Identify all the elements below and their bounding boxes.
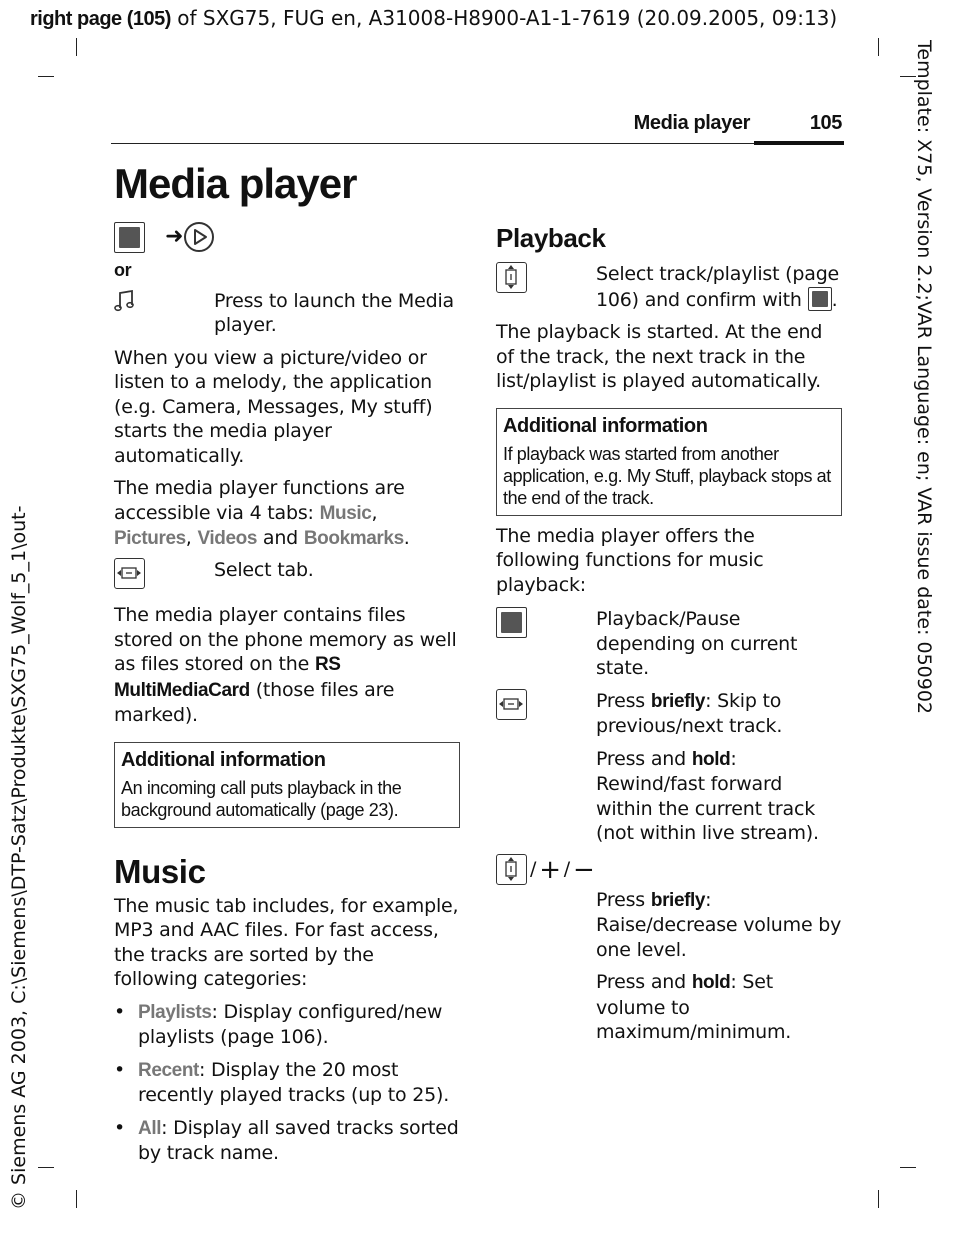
skip-row (496, 689, 842, 846)
briefly-word: briefly (650, 690, 706, 712)
and-text: and (257, 527, 304, 549)
tabs-paragraph (114, 476, 460, 552)
skip-desc: : Skip to previous/next track. (596, 689, 783, 737)
crop-mark (76, 38, 77, 56)
select-track-text: Select track/playlist (page 106) and confirm with (596, 263, 840, 311)
list-item: • All: Display all saved tracks sorted by track name. (114, 1116, 459, 1164)
recent-desc: : Display the 20 most recently played tracks (up to 25). (138, 1058, 450, 1106)
period: . (831, 288, 838, 311)
music-paragraph: The music tab includes, for example, MP3 and AAC files. For fast access, the tracks are sorted by the following categories: (114, 894, 459, 990)
left-right-key-icon (114, 558, 145, 589)
press-and-word: Press and (596, 971, 692, 993)
info-box-body: An incoming call puts playback in the background automatically (page 23). (121, 777, 402, 820)
select-track-row (496, 262, 842, 312)
header-rule (111, 143, 844, 144)
storage-paragraph (114, 603, 460, 728)
running-header (111, 108, 844, 146)
rs-card-label: RS MultiMediaCard (114, 654, 341, 701)
tab-bookmarks-label: Bookmarks (303, 528, 404, 549)
comma: , (185, 527, 192, 549)
play-pause-text: Playback/Pause depending on current state. (596, 608, 798, 679)
tab-videos-label: Videos (197, 528, 258, 549)
list-item: • Recent: Display the 20 most recently played tracks (up to 25). (114, 1058, 450, 1106)
music-heading: Music (114, 852, 206, 890)
up-down-key-icon (496, 854, 527, 885)
menu-path (114, 220, 460, 254)
or-label: or (114, 260, 132, 280)
print-header-page: right page (105) (30, 8, 171, 30)
all-desc: : Display all saved tracks sorted by track name. (138, 1116, 459, 1164)
header-thick-rule (754, 141, 844, 145)
intro-paragraph: When you view a picture/video or listen to a melody, the application (e.g. Camera, Messages, My stuff) starts the media player automatically. (114, 346, 433, 467)
hold-word: hold (691, 748, 731, 770)
minus-key-icon: − (573, 854, 595, 885)
storage-text-end: (those files are marked). (114, 678, 395, 726)
select-tab-text: Select tab. (214, 558, 314, 581)
slash: / (530, 858, 537, 881)
crop-mark (38, 76, 54, 77)
press-word: Press (596, 888, 651, 911)
playback-heading: Playback (496, 223, 606, 253)
rewind-desc: : Rewind/fast forward within the current track (not within live stream). (596, 747, 819, 844)
info-box-title: Additional information (503, 414, 708, 437)
hold-word: hold (691, 972, 731, 993)
copyright-path: © Siemens AG 2003, C:\Siemens\DTP-Satz\Produkte\SXG75_Wolf_5_1\out- (8, 505, 30, 1210)
list-item: • Playlists: Display configured/new playlists (page 106). (114, 1000, 443, 1048)
slash: / (563, 858, 570, 881)
playlists-term: Playlists (138, 1001, 212, 1023)
template-info: Template: X75, Version 2.2;VAR Language: en; VAR issue date: 050902 (913, 40, 935, 715)
tab-music-label: Music (319, 502, 372, 524)
info-box-incoming-call (114, 742, 460, 828)
rewind-text (596, 747, 842, 846)
running-header-section: Media player (633, 112, 750, 134)
crop-mark (900, 1167, 916, 1168)
briefly-word: briefly (650, 889, 706, 911)
category-list (114, 1000, 460, 1166)
menu-key-icon (114, 222, 145, 253)
left-column (114, 220, 460, 1166)
page-number: 105 (809, 112, 842, 134)
tabs-intro: The media player functions are accessible via 4 tabs: (114, 477, 405, 524)
info-box-body: If playback was started from another application, e.g. My Stuff, playback stops at the end of the track. (503, 443, 831, 508)
volume-text (596, 888, 842, 963)
play-circle-icon (183, 221, 215, 253)
crop-mark (878, 1190, 879, 1208)
all-term: All (138, 1117, 162, 1139)
playlists-desc: : Display configured/new playlists (page 106). (138, 1000, 443, 1048)
launch-row (114, 289, 460, 338)
print-header (30, 6, 837, 31)
comma: , (371, 501, 378, 524)
recent-term: Recent (138, 1059, 199, 1081)
center-key-icon (808, 287, 832, 311)
crop-mark (878, 38, 879, 56)
arrow-icon: ➜ (165, 223, 184, 249)
functions-paragraph: The media player offers the following functions for music playback: (496, 524, 764, 596)
center-key-icon (496, 607, 527, 638)
volume-keys (496, 854, 842, 886)
right-column (496, 222, 842, 1045)
print-header-info: of SXG75, FUG en, A31008-H8900-A1-1-7619 (20.09.2005, 09:13) (170, 6, 838, 30)
page-title: Media player (114, 160, 357, 207)
period: . (403, 527, 410, 549)
info-box-title: Additional information (121, 748, 326, 771)
crop-mark (38, 1167, 54, 1168)
play-pause-row (496, 607, 842, 681)
crop-mark (76, 1190, 77, 1208)
volume-desc: : Raise/decrease volume by one level. (596, 888, 842, 961)
press-and-word: Press and (596, 747, 692, 770)
left-right-key-icon (496, 689, 527, 720)
up-down-key-icon (496, 262, 527, 293)
launch-text: Press to launch the Media player. (214, 289, 454, 336)
storage-text: The media player contains files stored on the phone memory as well as files stored on the (114, 604, 457, 675)
tab-pictures-label: Pictures (114, 528, 186, 549)
music-note-icon (114, 289, 136, 313)
info-box-playback (496, 408, 842, 516)
press-word: Press (596, 689, 651, 712)
max-volume-desc: : Set volume to maximum/minimum. (596, 971, 792, 1043)
volume-row (496, 888, 842, 1045)
plus-key-icon: + (539, 854, 561, 885)
skip-text (596, 689, 842, 739)
select-tab-row (114, 558, 460, 596)
max-volume-text (596, 970, 842, 1045)
playback-paragraph: The playback is started. At the end of the track, the next track in the list/playlist is played automatically. (496, 321, 823, 392)
